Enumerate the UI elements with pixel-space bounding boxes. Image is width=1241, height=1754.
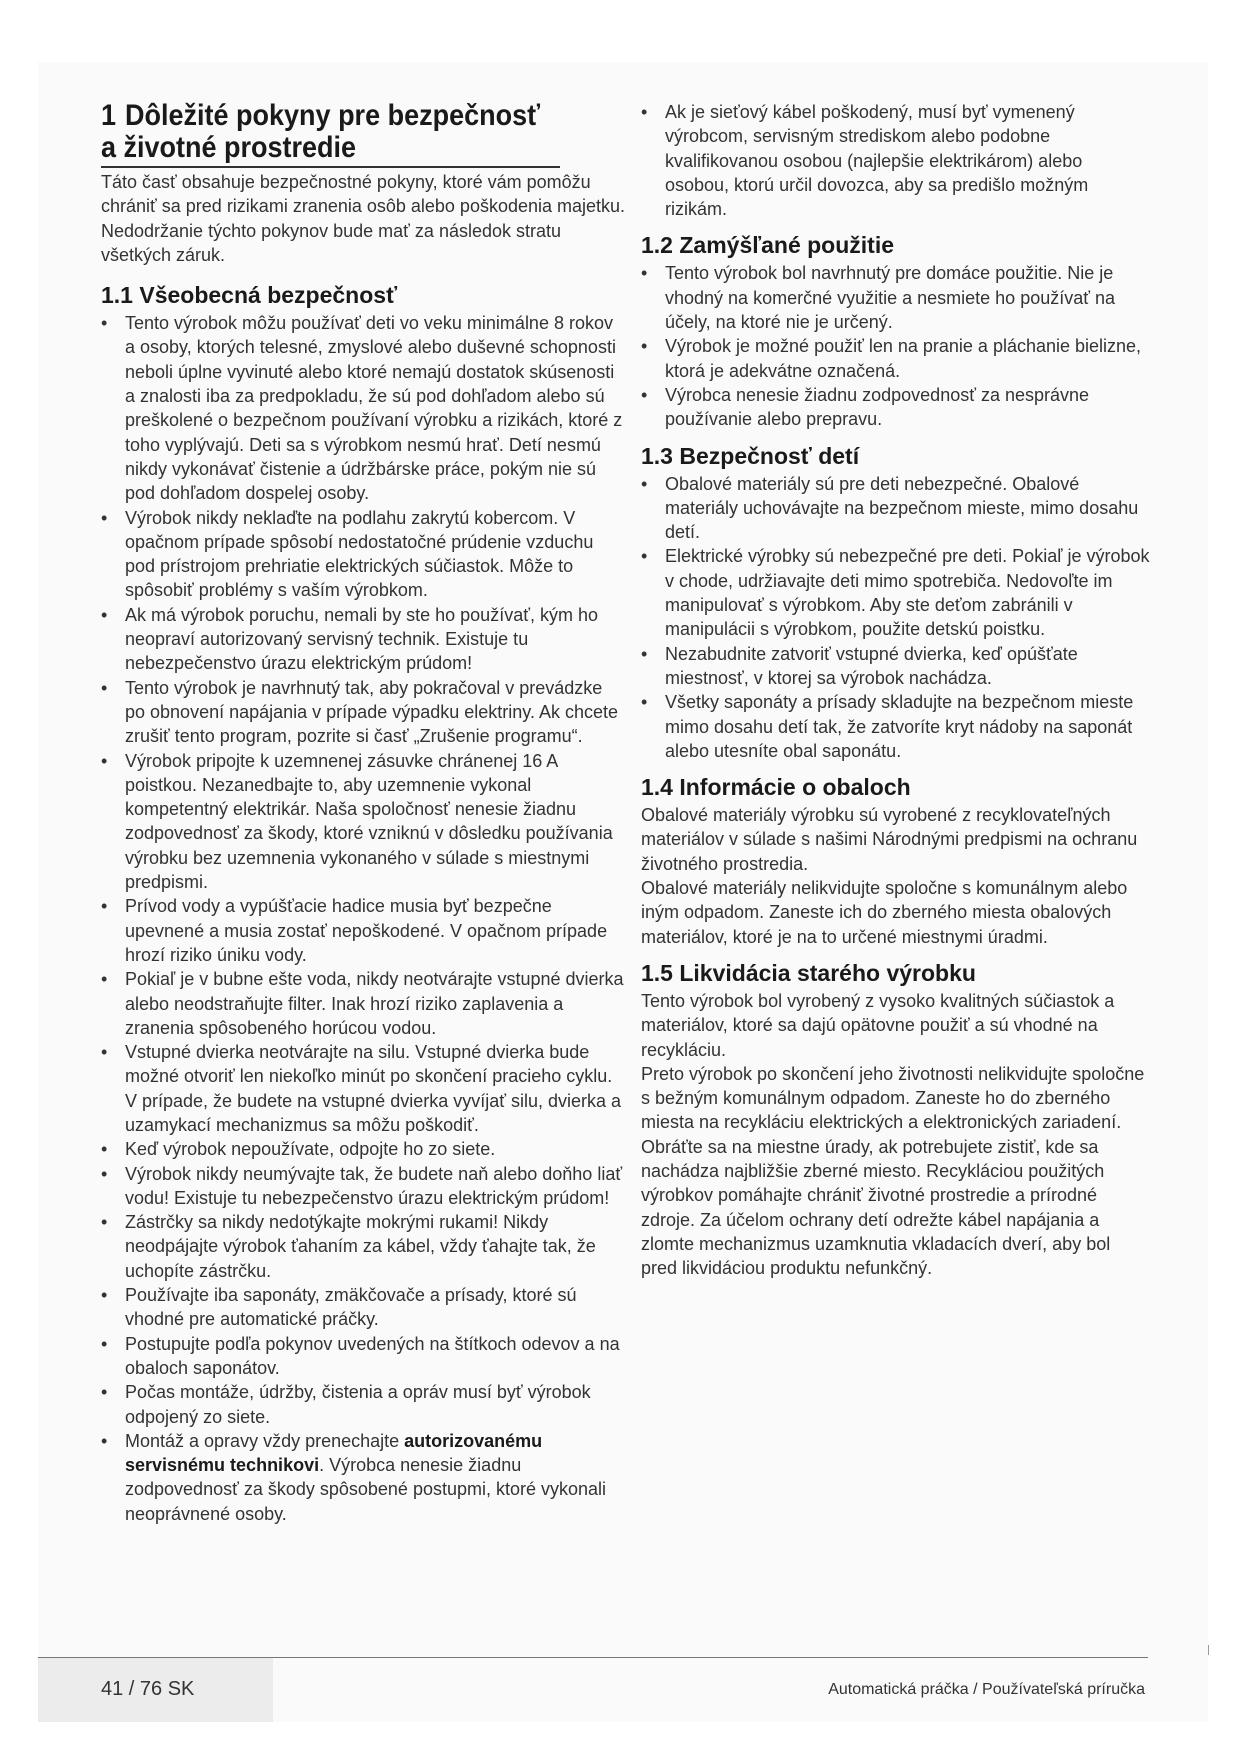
list-item: • Výrobok nikdy neumývajte tak, že budete naň alebo doňho liať vodu! Existuje tu nebezpečenstvo úrazu elektrickým prúdom! xyxy=(101,1162,626,1211)
section-title-packaging: 1.4 Informácie o obaloch xyxy=(641,774,911,801)
emphasis-authorized-technician: autorizovanému servisnému technikovi xyxy=(125,1430,543,1476)
list-item: • Výrobca nenesie žiadnu zodpovednosť za nesprávne používanie alebo prepravu. xyxy=(641,383,1151,432)
list-item: • Montáž a opravy vždy prenechajte autorizovanému servisnému technikovi. Výrobca nenesie žiadnu zodpovednosť za škody spôsobené postupmi, ktoré vykonali neoprávnené osoby. xyxy=(101,1429,626,1526)
list-item: • Ak je sieťový kábel poškodený, musí byť vymenený výrobcom, servisným strediskom alebo podobne kvalifikovanou osobou (najlepšie elektrikárom) alebo osobou, ktorú určil dovozca, aby sa predišlo možným rizikám. xyxy=(641,100,1151,221)
list-item: • Nezabudnite zatvoriť vstupné dvierka, keď opúšťate miestnosť, v ktorej sa výrobok nachádza. xyxy=(641,642,1151,691)
list-item: • Pokiaľ je v bubne ešte voda, nikdy neotvárajte vstupné dvierka alebo neodstraňujte filter. Inak hrozí riziko zaplavenia a zranenia spôsobeného horúcou vodou. xyxy=(101,967,626,1040)
list-item: • Vstupné dvierka neotvárajte na silu. Vstupné dvierka bude možné otvoriť len niekoľko minút po skončení pracieho cyklu. V prípade, že budete na vstupné dvierka vyvíjať silu, dvierka a uzamykací mechanizmus sa môžu poškodiť. xyxy=(101,1040,626,1137)
section-title-child-safety: 1.3 Bezpečnosť detí xyxy=(641,442,860,469)
list-item: • Tento výrobok môžu používať deti vo veku minimálne 8 rokov a osoby, ktorých telesné, zmyslové alebo duševné schopnosti neboli úplne vyvinuté alebo ktoré nemajú dostatok skúsenosti a znalosti iba za predpokladu, že sú pod dohľadom alebo sú preškolené o bezpečnom používaní výrobku a rizikách, ktoré z toho vyplývajú. Deti sa s výrobkom nesmú hrať. Detí nesmú nikdy vykonávať čistenie a údržbárske práce, pokým nie sú pod dohľadom dospelej osoby. xyxy=(101,311,626,505)
list-item: • Keď výrobok nepoužívate, odpojte ho zo siete. xyxy=(101,1137,626,1161)
list-item: • Všetky saponáty a prísady skladujte na bezpečnom mieste mimo dosahu detí tak, že zatvoríte kryt nádoby na saponát alebo utesníte obal saponátu. xyxy=(641,690,1151,763)
left-column xyxy=(101,100,626,1526)
packaging-paragraph: Obalové materiály výrobku sú vyrobené z recyklovateľných materiálov v súlade s našimi Národnými predpismi na ochranu životného prostredia. xyxy=(641,805,1138,874)
list-item: • Tento výrobok je navrhnutý tak, aby pokračoval v prevádzke po obnovení napájania v prípade výpadku elektriny. Ak chcete zrušiť tento program, pozrite si časť „Zrušenie programu“. xyxy=(101,676,626,749)
packaging-paragraph: Obalové materiály nelikvidujte spoločne s komunálnym alebo iným odpadom. Zaneste ich do zberného miesta obalových materiálov, ktoré je na to určené miestnymi úradmi. xyxy=(641,878,1128,947)
list-item: • Počas montáže, údržby, čistenia a opráv musí byť výrobok odpojený zo siete. xyxy=(101,1380,626,1429)
cable-list xyxy=(641,100,1151,221)
list-item: • Výrobok pripojte k uzemnenej zásuvke chránenej 16 A poistkou. Nezanedbajte to, aby uzemnenie vykonal kompetentný elektrikár. Naša spoločnosť nenesie žiadnu zodpovednosť za škody, ktoré vzniknú v dôsledku používania výrobku bez uzemnenia vykonaného v súlade s miestnymi predpismi. xyxy=(101,749,626,895)
edge-mark xyxy=(1208,1645,1209,1655)
list-item: • Výrobok je možné použiť len na pranie a pláchanie bielizne, ktorá je adekvátne označená. xyxy=(641,334,1151,383)
chapter-title xyxy=(101,100,560,168)
section-title-intended-use: 1.2 Zamýšľané použitie xyxy=(641,232,894,259)
list-item: • Tento výrobok bol navrhnutý pre domáce použitie. Nie je vhodný na komerčné využitie a nesmiete ho používať na účely, na ktoré nie je určený. xyxy=(641,261,1151,334)
disposal-paragraph: Preto výrobok po skončení jeho životnosti nelikvidujte spoločne s bežným komunálnym odpadom. Zaneste ho do zberného miesta na recykláciu elektrických a elektronických zariadení. Obráťte sa na miestne úrady, ak potrebujete zistiť, kde sa nachádza najbližšie zberné miesto. Recykláciou použitých výrobkov pomáhajte chrániť životné prostredie a prírodné zdroje. Za účelom ochrany detí odrežte kábel napájania a zlomte mechanizmus uzamknutia vkladacích dverí, aby bol pred likvidáciou produktu nefunkčný. xyxy=(641,1063,1145,1279)
list-item: • Používajte iba saponáty, zmäkčovače a prísady, ktoré sú vhodné pre automatické práčky. xyxy=(101,1283,626,1332)
general-safety-list xyxy=(101,311,626,1526)
list-item: • Zástrčky sa nikdy nedotýkajte mokrými rukami! Nikdy neodpájajte výrobok ťahaním za kábel, vždy ťahajte tak, že uchopíte zástrčku. xyxy=(101,1210,626,1283)
list-item: • Postupujte podľa pokynov uvedených na štítkoch odevov a na obaloch saponátov. xyxy=(101,1332,626,1381)
list-item: • Elektrické výrobky sú nebezpečné pre deti. Pokiaľ je výrobok v chode, udržiavajte deti mimo spotrebiča. Nedovoľte im manipulovať s výrobkom. Aby ste deťom zabránili v manipulácii s výrobkom, použite detskú poistku. xyxy=(641,544,1151,641)
list-item: • Výrobok nikdy neklaďte na podlahu zakrytú kobercom. V opačnom prípade spôsobí nedostatočné prúdenie vzduchu pod prístrojom prehriatie elektrických súčiastok. Môže to spôsobiť problémy s vaším výrobkom. xyxy=(101,506,626,603)
list-item: • Prívod vody a vypúšťacie hadice musia byť bezpečne upevnené a musia zostať nepoškodené. V opačnom prípade hrozí riziko úniku vody. xyxy=(101,894,626,967)
section-title-general-safety: 1.1 Všeobecná bezpečnosť xyxy=(101,282,398,309)
chapter-title-text: Dôležité pokyny pre bezpečnosť a životné prostredie xyxy=(101,99,541,164)
list-item: • Ak má výrobok poruchu, nemali by ste ho používať, kým ho neopraví autorizovaný servisný technik. Existuje tu nebezpečenstvo úrazu elektrickým prúdom! xyxy=(101,603,626,676)
chapter-intro: Táto časť obsahuje bezpečnostné pokyny, ktoré vám pomôžu chrániť sa pred rizikami zranenia osôb alebo poškodenia majetku. Nedodržanie týchto pokynov bude mať za následok stratu všetkých záruk. xyxy=(101,172,626,265)
page-number: 41 / 76 SK xyxy=(101,1678,195,1700)
right-column xyxy=(641,100,1151,1280)
section-title-disposal: 1.5 Likvidácia starého výrobku xyxy=(641,959,976,986)
intended-use-list xyxy=(641,261,1151,431)
chapter-number: 1 xyxy=(101,99,117,132)
disposal-paragraph: Tento výrobok bol vyrobený z vysoko kvalitných súčiastok a materiálov, ktoré sa dajú opätovne použiť a sú vhodné na recykláciu. xyxy=(641,990,1115,1060)
child-safety-list xyxy=(641,472,1151,764)
document-title: Automatická práčka / Používateľská príručka xyxy=(828,1681,1145,1698)
list-item: • Obalové materiály sú pre deti nebezpečné. Obalové materiály uchovávajte na bezpečnom mieste, mimo dosahu detí. xyxy=(641,472,1151,545)
